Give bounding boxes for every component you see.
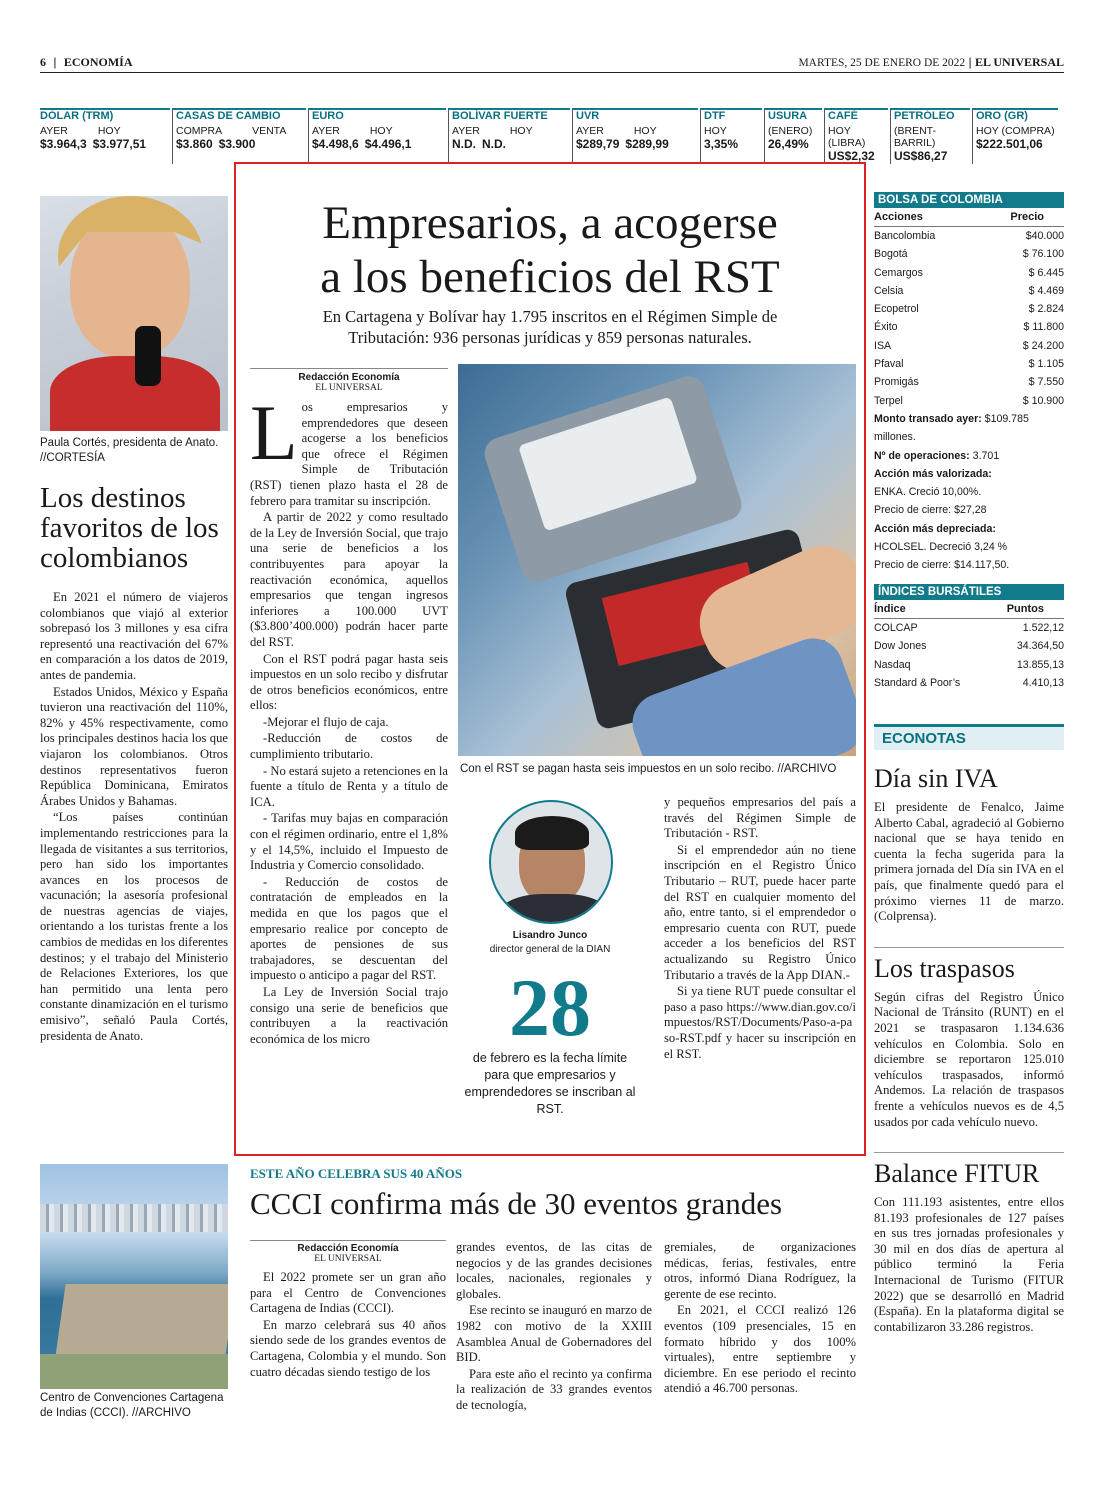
val-line1: ENKA. Creció 10,00%. xyxy=(874,486,982,499)
indices-table xyxy=(874,619,1064,692)
byline-paper: EL UNIVERSAL xyxy=(315,383,383,393)
ticker-label: HOY xyxy=(633,125,657,137)
ticker-value: $222.501,06 xyxy=(976,137,1043,151)
ticker-name: ORO (GR) xyxy=(976,110,1028,122)
rst-col1 xyxy=(250,400,448,1048)
dep-line2: Precio de cierre: $14.117,50. xyxy=(874,559,1010,572)
table-row xyxy=(874,656,1064,674)
lisandro-portrait xyxy=(489,800,613,924)
ccci-col3 xyxy=(664,1240,856,1398)
ticker-value: $4.498,6 xyxy=(312,137,359,151)
note-headline-iva: Día sin IVA xyxy=(874,764,998,793)
table-row xyxy=(874,282,1064,300)
rst-headline-line2: a los beneficios del RST xyxy=(320,251,780,303)
econotas-title: ECONOTAS xyxy=(874,724,1064,750)
ccci-byline xyxy=(250,1240,446,1264)
pos-photo-caption: Con el RST se pagan hasta seis impuestos en un solo recibo. //ARCHIVO xyxy=(460,763,837,775)
indices-panel xyxy=(874,584,1064,692)
row-name: Bogotá xyxy=(874,248,908,261)
rst-paragraph: -Reducción de costos de cumplimiento tributario. xyxy=(250,731,448,762)
bolsa-panel xyxy=(874,192,1064,575)
ccci-col1 xyxy=(250,1270,446,1381)
ticker-cell xyxy=(764,108,822,164)
row-name: Pfaval xyxy=(874,358,904,371)
market-ticker xyxy=(40,108,1064,164)
drop-cap: L xyxy=(250,400,298,476)
note-text-fitur: Con 111.193 asistentes, entre ellos 81.193 profesionales de 127 países en sus tres jornadas profesionales y 30 mil en dos días de apertura al público terminó la Feria Internacional de Turismo (FITUR 2022) que se desarrolló en Madrid (España). En la plataforma digital se contabilizaron 33.286 registros. xyxy=(874,1195,1064,1334)
row-name: Bancolombia xyxy=(874,230,936,242)
indices-col-puntos: Puntos xyxy=(1006,603,1044,615)
table-row xyxy=(874,373,1064,391)
econotas-section xyxy=(874,724,1064,1336)
ticker-cell xyxy=(40,108,170,164)
row-value: $ 76.100 xyxy=(1022,248,1064,261)
ticker-name: CAFÉ xyxy=(828,110,858,122)
ccci-paragraph: En 2021, el CCCI realizó 126 eventos (109 presenciales, 15 en formato híbrido y dos 100% virtuales), entre septiembre y diciembre. En ese periodo el recinto atendió a 46.700 personas. xyxy=(664,1303,856,1396)
table-row xyxy=(874,637,1064,655)
bolsa-title: BOLSA DE COLOMBIA xyxy=(874,192,1064,208)
ticker-value: US$2,32 xyxy=(828,149,875,163)
ticker-value: $289,99 xyxy=(625,137,669,151)
monto-line xyxy=(874,410,1064,447)
rst-paragraph: os empresarios y emprendedores que deseen acogerse a los beneficios que ofrece el Régimen Simple de Tributación (RST) tienen plazo hasta el 28 de febrero para tramitar su inscripción. xyxy=(250,400,448,508)
ticker-cell xyxy=(572,108,698,164)
ticker-value: $3.977,51 xyxy=(92,137,147,151)
rst-paragraph: Si el emprendedor aún no tiene inscripción en el Registro Único Tributario – RUT, puede hacer parte del RST en cualquier momento del año, entre tanto, si el emprendedor o empresario cuenta con RUT, puede acceder a los beneficios del RST actualizando su Registro Único Tributario a través de la App DIAN.- xyxy=(664,842,856,982)
ccci-paragraph: grandes eventos, de las citas de negocios y de las grandes decisiones locales, nacionales, regionales y globales. xyxy=(456,1240,652,1301)
ticker-cell xyxy=(824,108,888,164)
ticker-label: HOY xyxy=(704,125,727,137)
ops-value: 3.701 xyxy=(972,449,1000,462)
rst-paragraph: - No estará sujeto a retenciones en la fuente a título de Renta y a título de ICA. xyxy=(250,763,448,809)
rst-paragraph: - Tarifas muy bajas en comparación con el régimen ordinario, entre el 1,8% y el 14,5%, incluido el Impuesto de Industria y Comercio consolidado. xyxy=(250,811,448,873)
ticker-label: HOY (LIBRA) xyxy=(828,125,866,149)
note-text-traspasos: Según cifras del Registro Único Nacional de Tránsito (RUNT) en el 2021 se traspasaron 1.134.636 vehículos en Colombia. Solo en diciembre se reportaron 125.010 vehículos traspasados, informó Andemos. La relación de traspasos frente a vehículos nuevos es de 4,5 usados por cada vehículo nuevo. xyxy=(874,989,1064,1129)
left-paragraph: Estados Unidos, México y España tuvieron una reactivación del 110%, 82% y 45% respectivamente, como los principales destinos hacia los que viajaron los colombianos. Otros destinos representativos fueron República Dominicana, Emiratos Árabes Unidos y Bahamas. xyxy=(40,684,228,808)
monto-label: Monto transado ayer: xyxy=(874,412,982,425)
ticker-name: CASAS DE CAMBIO xyxy=(176,110,281,122)
table-row xyxy=(874,337,1064,355)
ticker-cell xyxy=(700,108,762,164)
ops-label: Nº de operaciones: xyxy=(874,449,970,462)
ticker-cell xyxy=(890,108,970,164)
rst-paragraph: y pequeños empresarios del país a través del Régimen Simple de Tributación - RST. xyxy=(664,795,856,841)
ticker-name: DTF xyxy=(704,110,726,122)
val-label: Acción más valorizada: xyxy=(874,467,992,480)
note-headline-traspasos: Los traspasos xyxy=(874,947,1064,984)
ticker-cell xyxy=(172,108,306,164)
byline-author: Redacción Economía xyxy=(298,372,400,383)
rst-col3 xyxy=(664,795,856,1063)
ticker-cell xyxy=(448,108,570,164)
table-row xyxy=(874,355,1064,373)
ccci-photo-caption: Centro de Convenciones Cartagena de Indias (CCCI). //ARCHIVO xyxy=(40,1392,224,1419)
ticker-label: AYER xyxy=(312,125,340,137)
anato-photo xyxy=(40,196,228,431)
ticker-cell xyxy=(308,108,446,164)
table-row xyxy=(874,318,1064,336)
ticker-label: AYER xyxy=(452,125,480,137)
table-row xyxy=(874,264,1064,282)
table-row xyxy=(874,300,1064,318)
row-value: 13.855,13 xyxy=(1016,658,1064,671)
ticker-name: EURO xyxy=(312,110,344,122)
dep-line1: HCOLSEL. Decreció 3,24 % xyxy=(874,541,1008,554)
row-name: Terpel xyxy=(874,394,903,407)
note-headline-fitur: Balance FITUR xyxy=(874,1152,1064,1189)
big-date-number: 28 xyxy=(509,962,591,1053)
rst-paragraph: Si ya tiene RUT puede consultar el paso a paso https://www.dian.gov.co/impuestos/RST/Documents/Paso-a-paso-RST.pdf y hacer su inscripción en el RST. xyxy=(664,984,856,1061)
ccci-headline: CCCI confirma más de 30 eventos grandes xyxy=(250,1186,783,1221)
row-value: $ 24.200 xyxy=(1022,339,1064,352)
left-paragraph: En 2021 el número de viajeros colombianos que viajó al exterior sobrepasó los 3 millones y esa cifra representó una reactivación del 67% en comparación a los datos de 2019, antes de pandemia. xyxy=(40,590,228,682)
ticker-value: US$86,27 xyxy=(894,149,948,163)
row-name: ISA xyxy=(874,339,892,352)
ops-line xyxy=(874,447,1064,465)
rst-paragraph: A partir de 2022 y como resultado de la Ley de Inversión Social, que trajo una serie de beneficios a los contribuyentes para apoyar la reactivación económica, aquellos empresarios que tengan ingresos inferiores a 100.000 UVT ($3.800’400.000) podrán hacer parte del RST. xyxy=(250,510,448,649)
row-value: 4.410,13 xyxy=(1022,676,1064,689)
row-name: Dow Jones xyxy=(874,640,927,653)
row-value: $ 7.550 xyxy=(1028,376,1064,389)
table-row xyxy=(874,227,1064,245)
rst-byline xyxy=(250,368,448,393)
ticker-label: AYER xyxy=(40,125,68,137)
ccci-photo xyxy=(40,1164,228,1389)
portrait-role: director general de la DIAN xyxy=(489,944,611,955)
table-row xyxy=(874,245,1064,263)
note-text-iva: El presidente de Fenalco, Jaime Alberto Cabal, agradeció al Gobierno nacional que se haya tenido en cuenta la fecha sugerida para la primera jornada del Día sin IVA en el país, que finalmente quedó para el próximo viernes 11 de marzo. (Colprensa). xyxy=(874,800,1064,924)
ticker-value: $4.496,1 xyxy=(364,137,412,151)
row-value: $ 6.445 xyxy=(1028,266,1064,279)
pos-terminal-photo xyxy=(458,364,856,756)
table-row xyxy=(874,619,1064,637)
left-article xyxy=(40,590,228,1045)
row-name: COLCAP xyxy=(874,622,918,634)
ticker-name: USURA xyxy=(768,110,808,122)
ticker-label: (BRENT-BARRIL) xyxy=(894,125,936,149)
ticker-label: HOY (COMPRA) xyxy=(976,125,1055,137)
rst-paragraph: -Mejorar el flujo de caja. xyxy=(263,714,389,729)
ticker-label: HOY xyxy=(369,125,393,137)
ticker-label: (ENERO) xyxy=(768,125,813,137)
ticker-value: 26,49% xyxy=(768,137,809,151)
left-headline: Los destinos favoritos de los colombianos xyxy=(40,482,219,574)
ccci-col2 xyxy=(456,1240,652,1415)
ticker-value: $289,79 xyxy=(576,137,620,151)
bolsa-table xyxy=(874,227,1064,410)
rst-headline-line1: Empresarios, a acogerse xyxy=(322,197,778,249)
dep-label: Acción más depreciada: xyxy=(874,522,996,535)
row-name: Éxito xyxy=(874,321,898,334)
row-value: 34.364,50 xyxy=(1016,640,1064,653)
rst-deck: En Cartagena y Bolívar hay 1.795 inscritos en el Régimen Simple de Tributación: 936 personas jurídicas y 859 personas naturales. xyxy=(322,307,778,347)
anato-photo-caption: Paula Cortés, presidenta de Anato. //CORTESÍA xyxy=(40,437,219,464)
row-value: $ 4.469 xyxy=(1028,284,1064,297)
page-header: 6 | ECONOMÍA MARTES, 25 DE ENERO DE 2022 | EL UNIVERSAL xyxy=(40,55,1064,73)
ccci-paragraph: Para este año el recinto ya confirma la realización de 33 grandes eventos de tecnología, xyxy=(456,1366,652,1412)
rst-paragraph: Con el RST podrá pagar hasta seis impuestos en un solo recibo y disfrutar de otros beneficios económicos, entre ellos: xyxy=(250,651,448,713)
ticker-value: N.D. xyxy=(452,137,476,151)
monto-value: $109.785 millones. xyxy=(874,412,1029,444)
row-name: Cemargos xyxy=(874,266,923,279)
row-value: $ 1.105 xyxy=(1028,358,1064,371)
ticker-label: VENTA xyxy=(252,125,287,137)
ticker-cell xyxy=(972,108,1058,164)
table-row xyxy=(874,392,1064,410)
ccci-kicker: ESTE AÑO CELEBRA SUS 40 AÑOS xyxy=(250,1166,463,1181)
ticker-value: N.D. xyxy=(482,137,506,151)
ticker-name: PETRÓLEO xyxy=(894,110,955,122)
row-name: Promigás xyxy=(874,376,919,389)
section-name: ECONOMÍA xyxy=(63,55,133,69)
row-name: Celsia xyxy=(874,284,904,297)
ticker-label: HOY xyxy=(97,125,121,137)
issue-date: MARTES, 25 DE ENERO DE 2022 xyxy=(798,57,966,69)
big-date-text: de febrero es la fecha límite para que empresarios y emprendedores se inscriban al RST. xyxy=(464,1051,636,1116)
ticker-name: BOLÍVAR FUERTE xyxy=(452,110,548,122)
ticker-name: DÓLAR (TRM) xyxy=(40,110,114,122)
ticker-value: $3.860 xyxy=(176,137,213,151)
ticker-name: UVR xyxy=(576,110,600,122)
portrait-name: Lisandro Junco xyxy=(512,930,588,941)
byline-paper: EL UNIVERSAL xyxy=(314,1254,382,1264)
ccci-paragraph: En marzo celebrará sus 40 años siendo sede de los grandes eventos de Cartagena, Colombia y el mundo. Son cuatro décadas siendo testigo de los xyxy=(250,1317,446,1379)
indices-col-indice: Índice xyxy=(874,603,906,615)
row-name: Standard & Poor’s xyxy=(874,676,961,689)
indices-title: ÍNDICES BURSÁTILES xyxy=(874,584,1064,600)
ccci-paragraph: El 2022 promete ser un gran año para el Centro de Convenciones Cartagena de Indias (CCCI). xyxy=(250,1270,446,1316)
ticker-value: $3.964,3 xyxy=(40,137,87,151)
rst-headline xyxy=(240,196,860,304)
page-number: 6 xyxy=(40,55,46,69)
row-value: 1.522,12 xyxy=(1022,622,1064,634)
ticker-label: HOY xyxy=(509,125,533,137)
row-name: Nasdaq xyxy=(874,658,911,671)
ccci-paragraph: gremiales, de organizaciones médicas, ferias, festivales, entre otros, informó Diana Rodríguez, la gerente de ese recinto. xyxy=(664,1240,856,1301)
row-name: Ecopetrol xyxy=(874,303,919,316)
row-value: $ 10.900 xyxy=(1022,394,1064,407)
row-value: $ 11.800 xyxy=(1023,321,1064,334)
table-row xyxy=(874,674,1064,692)
ccci-paragraph: Ese recinto se inauguró en marzo de 1982 con motivo de la XXIII Asamblea Anual de Gobernadores del BID. xyxy=(456,1303,652,1365)
rst-paragraph: - Reducción de costos de contratación de empleados en la medida en que los pagos que el empresario realice por concepto de aportes de pensiones de sus trabajadores, se descuentan del impuesto o anticipo a pagar del RST. xyxy=(250,874,448,983)
row-value: $ 2.824 xyxy=(1028,303,1064,316)
val-line2: Precio de cierre: $27,28 xyxy=(874,504,987,517)
ticker-value: $3.900 xyxy=(218,137,256,151)
row-value: $40.000 xyxy=(1025,230,1064,242)
ticker-label: COMPRA xyxy=(176,125,223,137)
ticker-value: 3,35% xyxy=(704,137,739,151)
left-paragraph: “Los países continúan implementando restricciones para la llegada de visitantes a sus territorios, pero han sido los importantes avances en los procesos de vacunación; la asesoría profesional de nuestras agencias de viajes, orientando a los turistas frente a los cambios de medidas en los diferentes destinos; y el trabajo del Ministerio de Relaciones Exteriores, los que han permitido una lenta pero constante dinamización en el turismo emisivo”, señaló Paula Cortés, presidenta de Anato. xyxy=(40,810,228,1043)
bolsa-col-acciones: Acciones xyxy=(874,211,923,223)
byline-author: Redacción Economía xyxy=(297,1243,399,1254)
paper-name: EL UNIVERSAL xyxy=(974,55,1064,69)
ticker-label: AYER xyxy=(576,125,604,137)
rst-paragraph: La Ley de Inversión Social trajo consigo una serie de beneficios que contribuyen a la reactivación económica de los micro xyxy=(250,984,448,1046)
bolsa-col-precio: Precio xyxy=(1010,211,1044,223)
